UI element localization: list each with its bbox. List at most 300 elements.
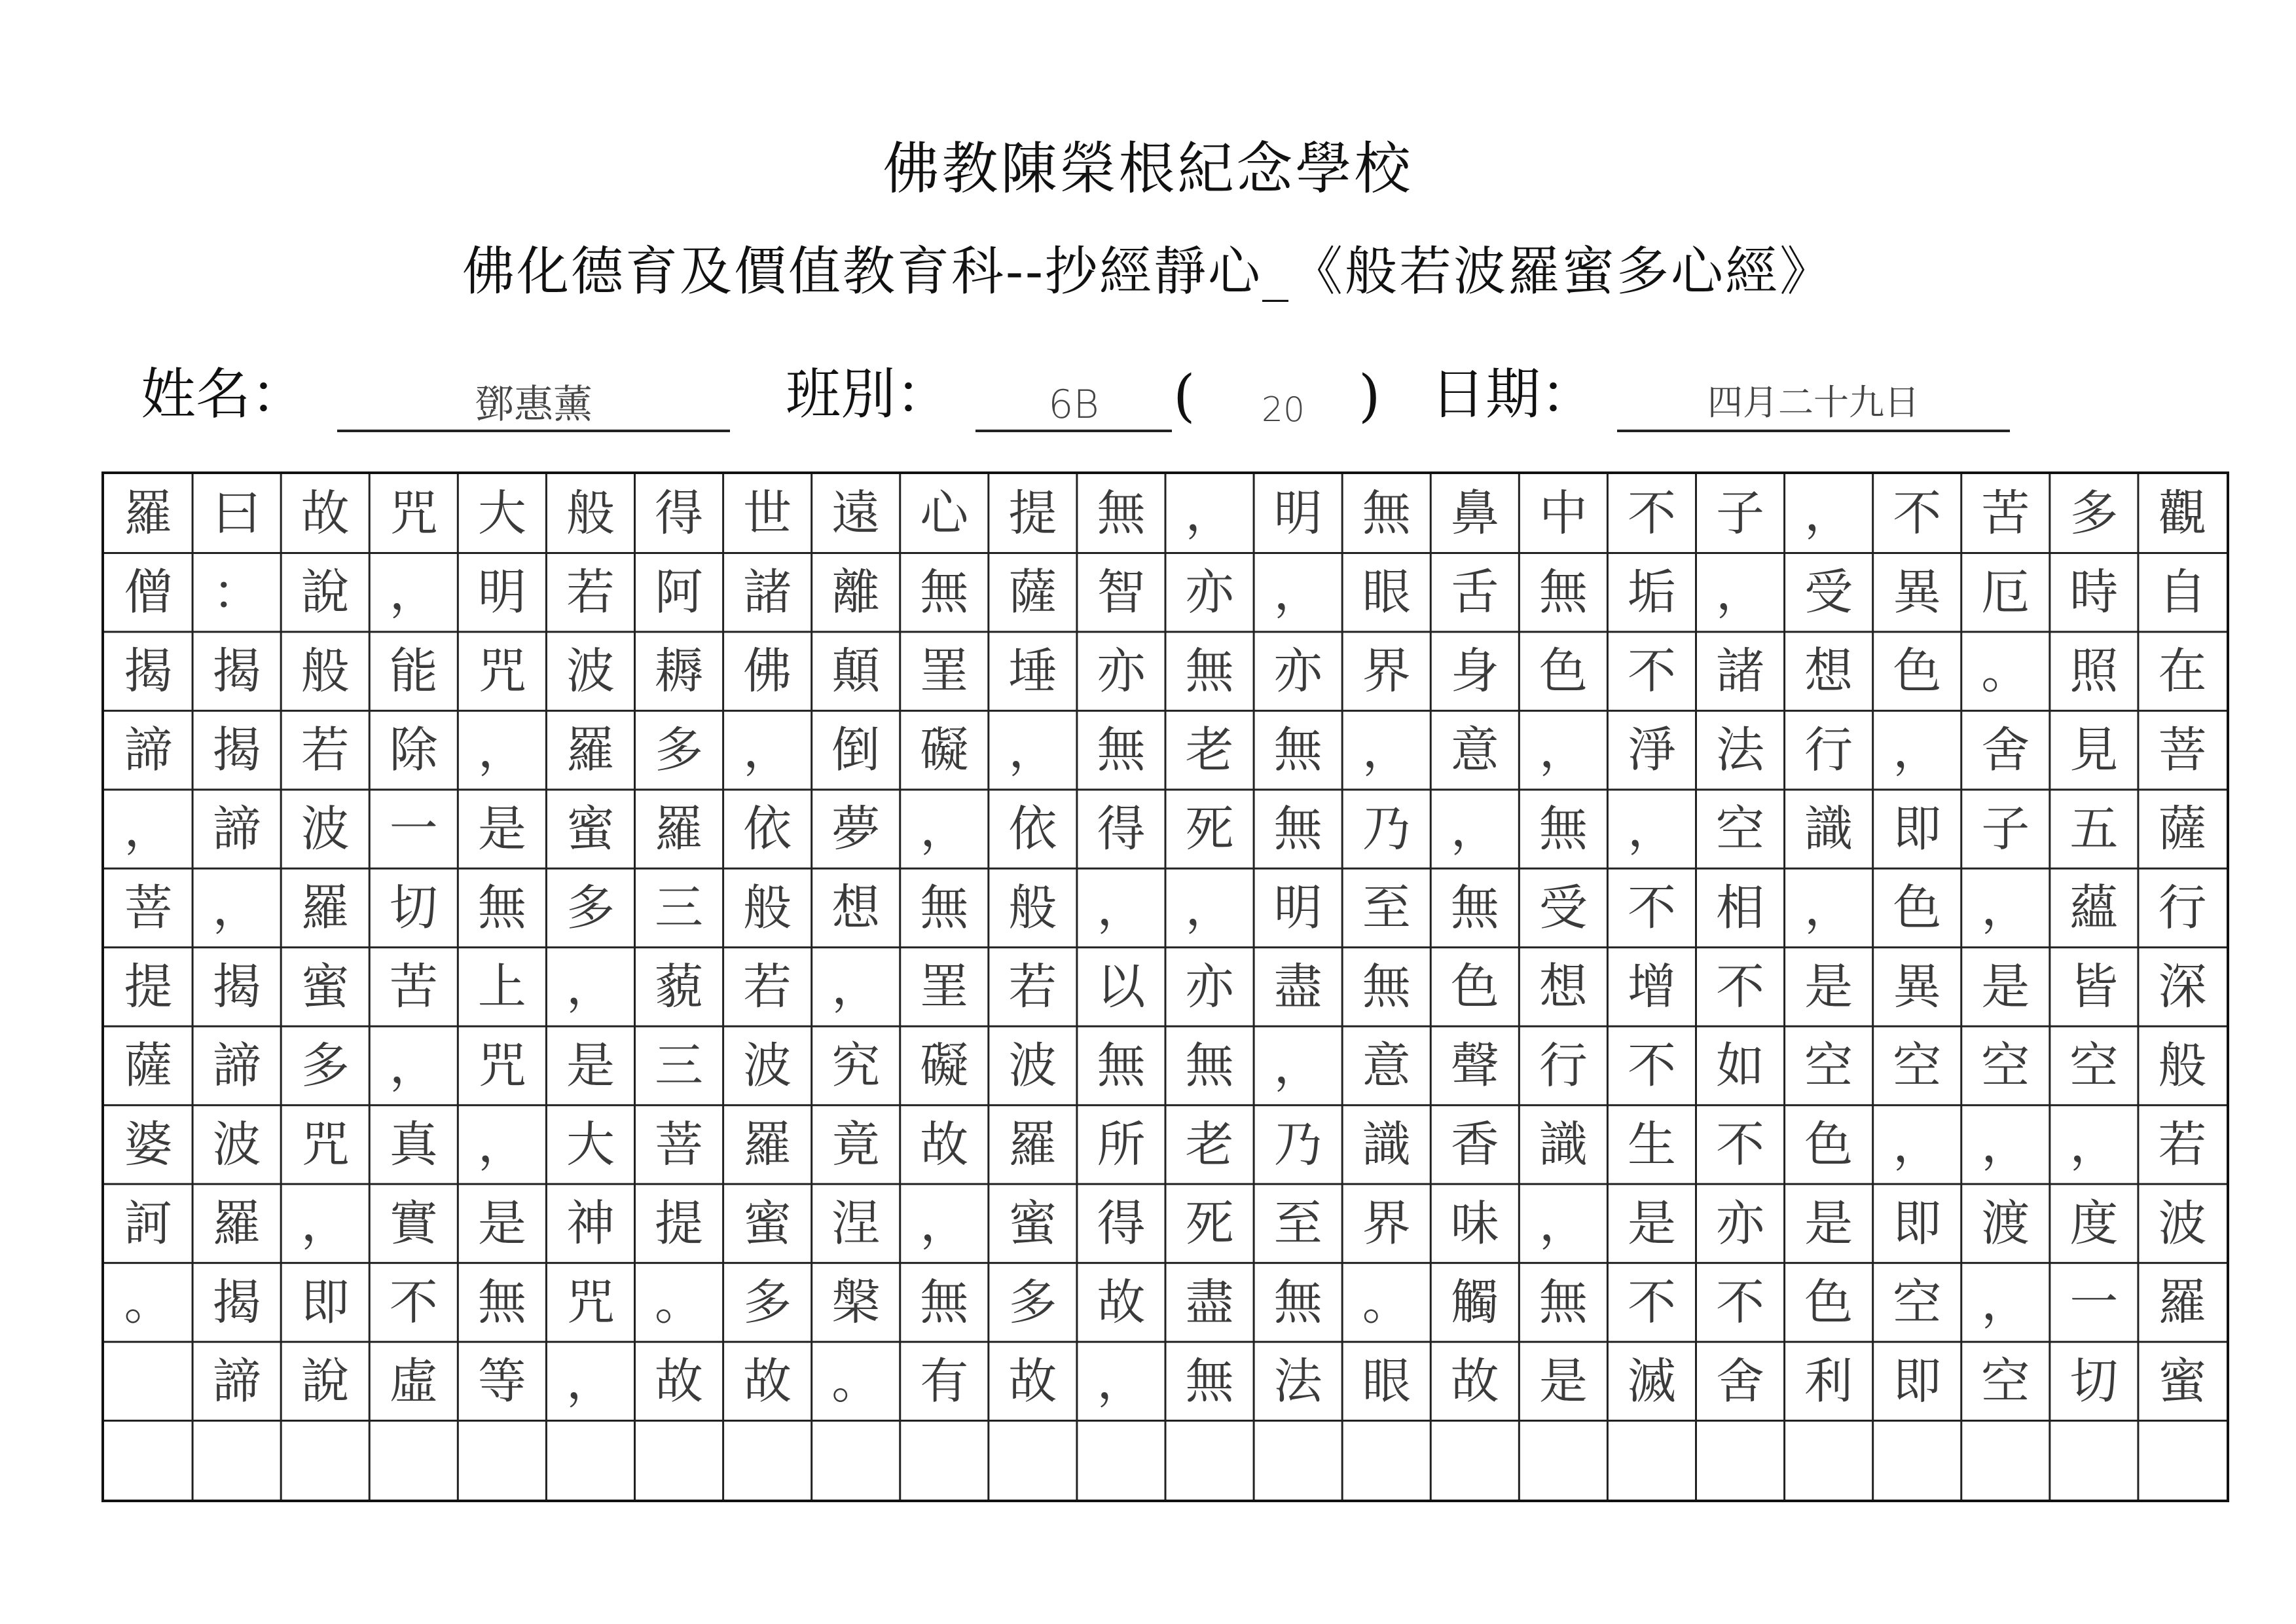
- grid-cell-char: 諦: [212, 801, 261, 858]
- grid-cell-char: 薩: [1008, 564, 1057, 621]
- grid-cell-char: 意: [1362, 1037, 1411, 1094]
- grid-cell-char: 色: [1450, 959, 1499, 1015]
- grid-cell-char: 無: [1097, 722, 1146, 779]
- grid-cell-char: 羅: [743, 1116, 792, 1173]
- grid-cell-char: 三: [655, 1037, 704, 1094]
- grid-cell-char: 無: [477, 879, 526, 936]
- grid-cell-char: ，: [920, 1195, 969, 1252]
- grid-cell-char: 薩: [2158, 801, 2207, 858]
- grid-cell-char: 無: [1273, 801, 1322, 858]
- grid-cell-char: 般: [2158, 1037, 2207, 1094]
- grid-cell-char: 法: [1273, 1353, 1322, 1410]
- grid-cell-char: 礙: [920, 722, 969, 779]
- grid-cell-char: 不: [389, 1274, 438, 1331]
- grid-cell-char: ，: [1893, 722, 1942, 779]
- grid-cell-char: 盡: [1273, 959, 1322, 1015]
- grid-cell-char: 若: [1008, 959, 1057, 1015]
- grid-cell-char: 不: [1627, 1274, 1676, 1331]
- grid-cell-char: 多: [566, 879, 615, 936]
- grid-cell-char: 中: [1539, 485, 1588, 542]
- grid-cell-char: 至: [1273, 1195, 1322, 1252]
- grid-cell-char: 真: [389, 1116, 438, 1173]
- grid-cell-char: 色: [1893, 879, 1942, 936]
- grid-cell-char: 相: [1716, 879, 1765, 936]
- grid-cell-char: 故: [743, 1353, 792, 1410]
- grid-cell-char: 無: [477, 1274, 526, 1331]
- grid-cell-char: 得: [1097, 801, 1146, 858]
- grid-cell-char: 識: [1804, 801, 1853, 858]
- grid-cell-char: 夢: [831, 801, 881, 858]
- grid-cell-char: 波: [212, 1116, 261, 1173]
- grid-cell-char: 即: [1893, 1353, 1942, 1410]
- grid-cell-char: 若: [301, 722, 350, 779]
- grid-cell-char: 咒: [389, 485, 438, 542]
- grid-cell-char: 空: [1981, 1353, 2030, 1410]
- grid-cell-char: 老: [1185, 722, 1234, 779]
- grid-cell-char: 所: [1097, 1116, 1146, 1173]
- grid-cell-char: 舍: [1716, 1353, 1765, 1410]
- date-underline: [1617, 430, 2010, 432]
- number-value[interactable]: 20: [1261, 390, 1305, 430]
- grid-cell-char: 在: [2158, 643, 2207, 700]
- grid-cell-char: 亦: [1716, 1195, 1765, 1252]
- grid-cell-char: 顛: [831, 643, 881, 700]
- grid-cell-char: 無: [1273, 1274, 1322, 1331]
- date-label: 日期：: [1430, 362, 1596, 426]
- grid-cell-char: 無: [1185, 1353, 1234, 1410]
- grid-cell-char: 身: [1450, 643, 1499, 700]
- grid-cell-char: 老: [1185, 1116, 1234, 1173]
- grid-cell-char: ，: [124, 801, 173, 858]
- grid-cell-char: 即: [1893, 801, 1942, 858]
- grid-cell-char: 羅: [301, 879, 350, 936]
- grid-cell-char: 多: [301, 1037, 350, 1094]
- grid-cell-char: 心: [920, 485, 969, 542]
- grid-cell-char: 是: [1804, 1195, 1853, 1252]
- date-value[interactable]: 四月二十九日: [1707, 382, 1920, 423]
- grid-cell-char: ，: [2069, 1116, 2119, 1173]
- grid-cell-char: 是: [1539, 1353, 1588, 1410]
- grid-cell-char: 一: [389, 801, 438, 858]
- grid-cell-char: 生: [1627, 1116, 1676, 1173]
- grid-cell-char: 空: [1893, 1274, 1942, 1331]
- grid-cell-char: 苦: [389, 959, 438, 1015]
- grid-cell-char: 舍: [1981, 722, 2030, 779]
- grid-cell-char: 乃: [1362, 801, 1411, 858]
- grid-cell-char: 亦: [1185, 959, 1234, 1015]
- grid-cell-char: 色: [1539, 643, 1588, 700]
- grid-cell-char: ，: [1273, 1037, 1322, 1094]
- grid-cell-char: 世: [743, 485, 792, 542]
- grid-cell-char: 無: [1539, 1274, 1588, 1331]
- grid-cell-char: 如: [1716, 1037, 1765, 1094]
- grid-cell-char: 是: [477, 801, 526, 858]
- grid-cell-char: ，: [1539, 722, 1588, 779]
- class-label: 班別：: [786, 362, 951, 426]
- grid-cell-char: 味: [1450, 1195, 1499, 1252]
- grid-cell-char: 厄: [1981, 564, 2030, 621]
- grid-cell-char: 識: [1539, 1116, 1588, 1173]
- grid-cell-char: 舌: [1450, 564, 1499, 621]
- grid-cell-char: 乃: [1273, 1116, 1322, 1173]
- grid-cell-char: ：: [212, 564, 261, 621]
- grid-cell-char: ，: [389, 564, 438, 621]
- grid-cell-char: 故: [1008, 1353, 1057, 1410]
- grid-cell-char: 是: [477, 1195, 526, 1252]
- grid-cell-char: 等: [477, 1353, 526, 1410]
- grid-cell-char: 無: [1362, 485, 1411, 542]
- school-title: 佛教陳榮根紀念學校: [883, 136, 1413, 202]
- grid-cell-char: 揭: [124, 643, 173, 700]
- grid-cell-char: ，: [1893, 1116, 1942, 1173]
- grid-cell-char: ，: [566, 959, 615, 1015]
- grid-cell-char: 般: [301, 643, 350, 700]
- grid-cell-char: 上: [477, 959, 526, 1015]
- grid-cell-char: 無: [920, 564, 969, 621]
- grid-cell-char: 無: [1273, 722, 1322, 779]
- grid-cell-char: 揭: [212, 643, 261, 700]
- grid-cell-char: 明: [1273, 879, 1322, 936]
- grid-cell-char: 是: [1804, 959, 1853, 1015]
- grid-cell-char: 咒: [301, 1116, 350, 1173]
- grid-cell-char: 除: [389, 722, 438, 779]
- grid-cell-char: 亦: [1097, 643, 1146, 700]
- close-paren: ): [1358, 363, 1381, 429]
- grid-cell-char: 羅: [212, 1195, 261, 1252]
- grid-cell-char: 色: [1804, 1116, 1853, 1173]
- grid-cell-char: ，: [1008, 722, 1057, 779]
- grid-cell-char: 依: [1008, 801, 1057, 858]
- grid-cell-char: 波: [1008, 1037, 1057, 1094]
- grid-cell-char: 離: [831, 564, 881, 621]
- grid-cell-char: 諸: [1716, 643, 1765, 700]
- grid-cell-char: 菩: [655, 1116, 704, 1173]
- grid-cell-char: 空: [1893, 1037, 1942, 1094]
- grid-cell-char: 薩: [124, 1037, 173, 1094]
- grid-cell-char: 提: [1008, 485, 1057, 542]
- copying-grid: [101, 471, 2229, 1502]
- grid-cell-char: 觸: [1450, 1274, 1499, 1331]
- grid-cell-char: 即: [301, 1274, 350, 1331]
- grid-cell-char: ，: [566, 1353, 615, 1410]
- name-label: 姓名：: [141, 362, 306, 426]
- grid-cell-char: 婆: [124, 1116, 173, 1173]
- grid-cell-char: ，: [1450, 801, 1499, 858]
- grid-cell-char: 蜜: [1008, 1195, 1057, 1252]
- grid-cell-char: 三: [655, 879, 704, 936]
- grid-cell-char: 提: [655, 1195, 704, 1252]
- grid-cell-char: 以: [1097, 959, 1146, 1015]
- grid-cell-char: 罣: [920, 959, 969, 1015]
- grid-cell-char: 眼: [1362, 1353, 1411, 1410]
- grid-cell-char: 渡: [1981, 1195, 2030, 1252]
- grid-cell-char: 虛: [389, 1353, 438, 1410]
- grid-cell-char: 法: [1716, 722, 1765, 779]
- grid-cell-char: 自: [2158, 564, 2207, 621]
- grid-cell-char: 不: [1627, 1037, 1676, 1094]
- grid-cell-char: 無: [920, 879, 969, 936]
- grid-cell-char: 不: [1893, 485, 1942, 542]
- grid-cell-char: 度: [2069, 1195, 2119, 1252]
- grid-cell-char: ，: [1539, 1195, 1588, 1252]
- grid-cell-char: 不: [1716, 1116, 1765, 1173]
- grid-cell-char: 。: [831, 1353, 881, 1410]
- grid-cell-char: 多: [743, 1274, 792, 1331]
- grid-cell-char: 異: [1893, 564, 1942, 621]
- grid-cell-char: 空: [1716, 801, 1765, 858]
- grid-cell-char: 不: [1627, 643, 1676, 700]
- grid-cell-char: 般: [743, 879, 792, 936]
- grid-cell-char: 故: [920, 1116, 969, 1173]
- grid-cell-char: 切: [389, 879, 438, 936]
- class-underline: [975, 430, 1172, 432]
- grid-cell-char: 。: [1362, 1274, 1411, 1331]
- grid-cell-char: 神: [566, 1195, 615, 1252]
- grid-cell-char: 故: [1450, 1353, 1499, 1410]
- grid-cell-char: 死: [1185, 801, 1234, 858]
- grid-cell-char: 增: [1627, 959, 1676, 1015]
- grid-cell-char: 說: [301, 564, 350, 621]
- grid-cell-char: 意: [1450, 722, 1499, 779]
- grid-cell-char: ，: [1097, 879, 1146, 936]
- grid-cell-char: 色: [1893, 643, 1942, 700]
- grid-cell-char: 礙: [920, 1037, 969, 1094]
- grid-cell-char: 。: [124, 1274, 173, 1331]
- grid-cell-char: 若: [566, 564, 615, 621]
- grid-cell-char: 觀: [2158, 485, 2207, 542]
- grid-cell-char: ，: [743, 722, 792, 779]
- grid-cell-char: 色: [1804, 1274, 1853, 1331]
- grid-cell-char: 波: [566, 643, 615, 700]
- grid-cell-char: 僧: [124, 564, 173, 621]
- grid-cell-char: 子: [1981, 801, 2030, 858]
- grid-cell-char: 佛: [743, 643, 792, 700]
- grid-cell-char: 利: [1804, 1353, 1853, 1410]
- grid-cell-char: 蘊: [2069, 879, 2119, 936]
- grid-cell-char: 大: [566, 1116, 615, 1173]
- grid-cell-char: 竟: [831, 1116, 881, 1173]
- grid-cell-char: 若: [2158, 1116, 2207, 1173]
- grid-cell-char: ，: [1804, 485, 1853, 542]
- grid-cell-char: 說: [301, 1353, 350, 1410]
- grid-cell-char: ，: [1273, 564, 1322, 621]
- grid-cell-char: 聲: [1450, 1037, 1499, 1094]
- grid-cell-char: 淨: [1627, 722, 1676, 779]
- grid-cell-char: 明: [1273, 485, 1322, 542]
- grid-cell-char: 得: [1097, 1195, 1146, 1252]
- grid-cell-char: 識: [1362, 1116, 1411, 1173]
- subject-title: 佛化德育及價值教育科--抄經靜心_《般若波羅蜜多心經》: [462, 241, 1834, 302]
- grid-cell-char: 無: [920, 1274, 969, 1331]
- grid-cell-char: 行: [1804, 722, 1853, 779]
- grid-cell-char: 無: [1185, 1037, 1234, 1094]
- grid-cell-char: 深: [2158, 959, 2207, 1015]
- grid-cell-char: 不: [1716, 1274, 1765, 1331]
- grid-cell-char: 不: [1627, 879, 1676, 936]
- grid-cell-char: 照: [2069, 643, 2119, 700]
- grid-cell-char: 不: [1627, 485, 1676, 542]
- grid-cell-char: 咒: [566, 1274, 615, 1331]
- grid-cell-char: 般: [566, 485, 615, 542]
- grid-cell-char: 空: [1981, 1037, 2030, 1094]
- grid-cell-char: 眼: [1362, 564, 1411, 621]
- grid-cell-char: ，: [1981, 879, 2030, 936]
- grid-svg: [104, 474, 2227, 1500]
- grid-cell-char: 多: [1008, 1274, 1057, 1331]
- grid-cell-char: 鼻: [1450, 485, 1499, 542]
- name-value[interactable]: 鄧惠薰: [475, 382, 592, 428]
- grid-cell-char: 空: [2069, 1037, 2119, 1094]
- grid-cell-char: ，: [477, 722, 526, 779]
- grid-cell-char: 大: [477, 485, 526, 542]
- grid-cell-char: 涅: [831, 1195, 881, 1252]
- grid-cell-char: ，: [1716, 564, 1765, 621]
- grid-cell-char: 羅: [655, 801, 704, 858]
- grid-cell-char: 波: [301, 801, 350, 858]
- grid-cell-char: 諦: [212, 1353, 261, 1410]
- name-underline: [337, 430, 730, 432]
- grid-cell-char: 五: [2069, 801, 2119, 858]
- grid-cell-char: 故: [655, 1353, 704, 1410]
- grid-cell-char: 無: [1097, 1037, 1146, 1094]
- grid-cell-char: ，: [1185, 879, 1234, 936]
- grid-cell-char: 明: [477, 564, 526, 621]
- grid-cell-char: ，: [1627, 801, 1676, 858]
- grid-cell-char: 智: [1097, 564, 1146, 621]
- grid-cell-char: 皆: [2069, 959, 2119, 1015]
- grid-cell-char: 時: [2069, 564, 2119, 621]
- grid-cell-char: 菩: [124, 879, 173, 936]
- grid-cell-char: ，: [1185, 485, 1234, 542]
- grid-cell-char: 諦: [212, 1037, 261, 1094]
- grid-cell-char: ，: [212, 879, 261, 936]
- grid-cell-char: 子: [1716, 485, 1765, 542]
- grid-cell-char: 切: [2069, 1353, 2119, 1410]
- grid-cell-char: 耨: [655, 643, 704, 700]
- grid-cell-char: 想: [1804, 643, 1853, 700]
- grid-cell-char: 香: [1450, 1116, 1499, 1173]
- grid-cell-char: 是: [1981, 959, 2030, 1015]
- grid-cell-char: 有: [920, 1353, 969, 1410]
- grid-cell-char: 多: [655, 722, 704, 779]
- grid-cell-char: 羅: [566, 722, 615, 779]
- grid-cell-char: 界: [1362, 1195, 1411, 1252]
- grid-cell-char: 是: [1627, 1195, 1676, 1252]
- grid-cell-char: 界: [1362, 643, 1411, 700]
- grid-cell-char: ，: [389, 1037, 438, 1094]
- grid-cell-char: 訶: [124, 1195, 173, 1252]
- grid-cell-char: 提: [124, 959, 173, 1015]
- grid-cell-char: 無: [1362, 959, 1411, 1015]
- open-paren: (: [1173, 363, 1195, 429]
- info-row: [0, 362, 2296, 439]
- grid-cell-char: 能: [389, 643, 438, 700]
- grid-cell-char: 揭: [212, 722, 261, 779]
- grid-cell-char: 無: [1450, 879, 1499, 936]
- grid-cell-char: 亦: [1185, 564, 1234, 621]
- grid-cell-char: 見: [2069, 722, 2119, 779]
- grid-cell-char: ，: [1981, 1116, 2030, 1173]
- grid-cell-char: 蜜: [743, 1195, 792, 1252]
- grid-cell-char: 得: [655, 485, 704, 542]
- grid-cell-char: 揭: [212, 1274, 261, 1331]
- grid-cell-char: 般: [1008, 879, 1057, 936]
- grid-cell-char: 故: [301, 485, 350, 542]
- grid-cell-char: 諦: [124, 722, 173, 779]
- grid-cell-char: 苦: [1981, 485, 2030, 542]
- grid-cell-char: 故: [1097, 1274, 1146, 1331]
- grid-cell-char: 蜜: [301, 959, 350, 1015]
- grid-cell-char: 阿: [655, 564, 704, 621]
- grid-cell-char: ，: [831, 959, 881, 1015]
- grid-cell-char: 行: [1539, 1037, 1588, 1094]
- grid-cell-char: 想: [1539, 959, 1588, 1015]
- grid-cell-char: 遠: [831, 485, 881, 542]
- grid-cell-char: 咒: [477, 643, 526, 700]
- grid-cell-char: 滅: [1627, 1353, 1676, 1410]
- grid-cell-char: 蜜: [2158, 1353, 2207, 1410]
- grid-cell-char: 諸: [743, 564, 792, 621]
- grid-cell-char: 盡: [1185, 1274, 1234, 1331]
- grid-cell-char: 羅: [1008, 1116, 1057, 1173]
- grid-cell-char: 實: [389, 1195, 438, 1252]
- grid-cell-char: 槃: [831, 1274, 881, 1331]
- grid-cell-char: 異: [1893, 959, 1942, 1015]
- grid-cell-char: ，: [1362, 722, 1411, 779]
- grid-cell-char: 不: [1716, 959, 1765, 1015]
- grid-cell-char: 至: [1362, 879, 1411, 936]
- grid-cell-char: 無: [1539, 564, 1588, 621]
- grid-cell-char: 。: [1981, 643, 2030, 700]
- grid-cell-char: 想: [831, 879, 881, 936]
- grid-cell-char: 菩: [2158, 722, 2207, 779]
- grid-cell-char: 無: [1097, 485, 1146, 542]
- grid-cell-char: 空: [1804, 1037, 1853, 1094]
- grid-cell-char: 羅: [124, 485, 173, 542]
- grid-cell-char: 羅: [2158, 1274, 2207, 1331]
- grid-cell-char: 藐: [655, 959, 704, 1015]
- grid-cell-char: 揭: [212, 959, 261, 1015]
- grid-cell-char: ，: [1981, 1274, 2030, 1331]
- class-value[interactable]: 6B: [1048, 382, 1099, 428]
- grid-cell-char: 若: [743, 959, 792, 1015]
- grid-cell-char: 罣: [920, 643, 969, 700]
- grid-cell-char: 受: [1539, 879, 1588, 936]
- grid-cell-char: 蜜: [566, 801, 615, 858]
- grid-cell-char: ，: [920, 801, 969, 858]
- grid-cell-char: 行: [2158, 879, 2207, 936]
- grid-cell-char: 倒: [831, 722, 881, 779]
- grid-cell-char: 埵: [1008, 643, 1057, 700]
- grid-cell-char: 無: [1185, 643, 1234, 700]
- grid-cell-char: 波: [2158, 1195, 2207, 1252]
- grid-cell-char: 垢: [1627, 564, 1676, 621]
- grid-cell-char: 。: [655, 1274, 704, 1331]
- grid-cell-char: ，: [301, 1195, 350, 1252]
- grid-cell-char: ，: [477, 1116, 526, 1173]
- grid-cell-char: 依: [743, 801, 792, 858]
- grid-cell-char: ，: [1804, 879, 1853, 936]
- grid-cell-char: 究: [831, 1037, 881, 1094]
- grid-cell-char: 受: [1804, 564, 1853, 621]
- grid-cell-char: ，: [1097, 1353, 1146, 1410]
- grid-cell-char: 波: [743, 1037, 792, 1094]
- grid-cell-char: 無: [1539, 801, 1588, 858]
- grid-cell-char: 是: [566, 1037, 615, 1094]
- grid-cell-char: 亦: [1273, 643, 1322, 700]
- grid-cell-char: 即: [1893, 1195, 1942, 1252]
- grid-cell-char: 死: [1185, 1195, 1234, 1252]
